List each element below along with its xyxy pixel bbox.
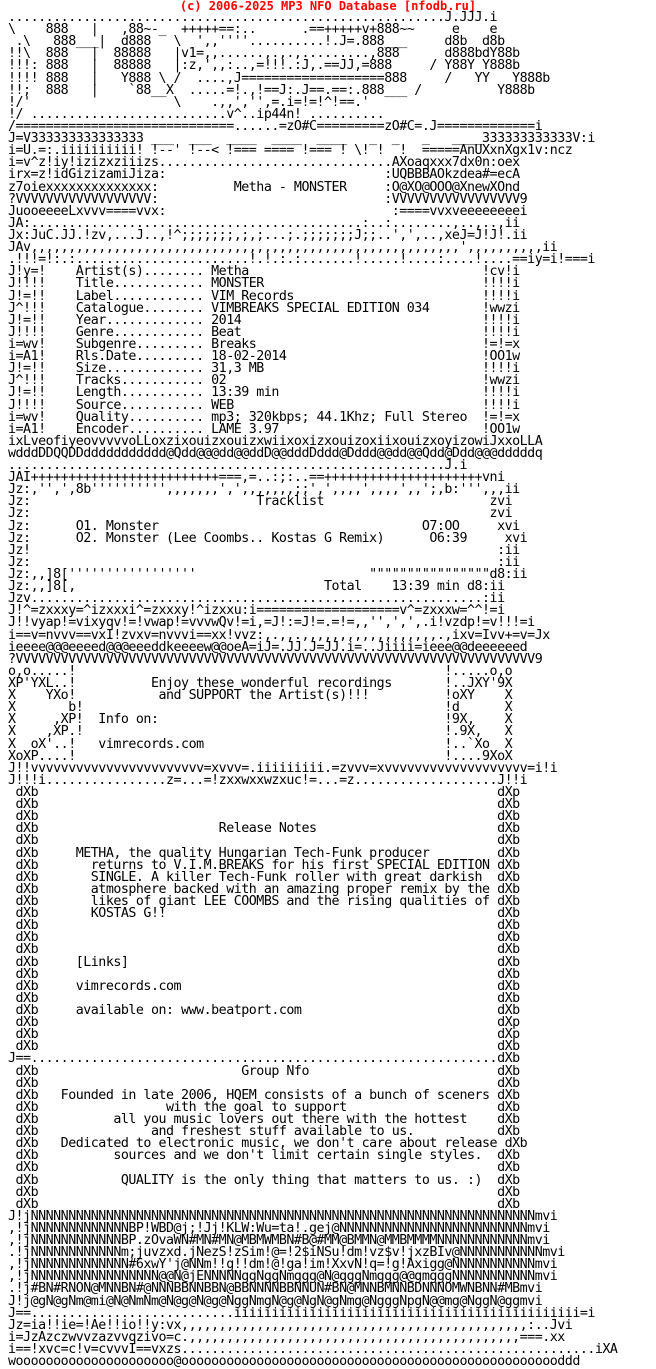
nfo-line: dXb dXb: [8, 930, 520, 946]
nfo-line: \ 888 | ,88~-_ +++++==:.. .==+++++v+888~~ e e: [8, 22, 498, 38]
nfo-line: dXb Dedicated to electronic music, we don't care about release dXb: [8, 1136, 528, 1152]
nfo-line: Jz:,'',',8b'''''''''',,,,,,,',',,,,,,,;;',',,,,',,,,',,';,b:''',,,ii: [8, 482, 520, 498]
nfo-line: ,!jNNNNNNNNNNNNNNNNN@@N@jENNNNNggNggNmggg@N@gggNmggg@@gmgggNNNNNNNNNNNmvi: [8, 1269, 558, 1285]
nfo-line: dXb dXb: [8, 942, 520, 958]
nfo-line: J!j@gN@gNm@mi@N@NmNm@N@g@N@g@NggNmgN@g@NgN@gNmg@NgggNpgN@@mg@NggN@ggmvi: [8, 1293, 543, 1309]
nfo-line: dXb QUALITY is the only thing that matters to us. :) dXb: [8, 1172, 520, 1188]
nfo-line: J!!!i................z=...=!zxxwxxwzxuc!=...=z...................J!!i: [8, 772, 528, 788]
nfo-line: J!y=! Artist(s)........ Metha !cv!i: [8, 264, 520, 280]
nfo-line: dXb atmosphere backed with an amazing proper remix by the dXb: [8, 881, 520, 897]
nfo-line: .!jNNNNNNNNNNNNm;juvzxd.jNezS!zSim!@=!2$iNSu!dm!vz$v!jxzBIv@NNNNNNNNNNNmvi: [8, 1245, 565, 1261]
nfo-line: Jz: zvi: [8, 506, 513, 522]
nfo-line: J!=!! Length........... 13:39 min !!!!i: [8, 385, 520, 401]
nfo-line: i=wv! Quality.......... mp3; 320kbps; 44.1Khz; Full Stereo !=!=x: [8, 409, 520, 425]
nfo-line: dXb dXb: [8, 809, 520, 825]
nfo-line: ..........................................................J.i: [8, 458, 467, 474]
nfo-line: X YXo! and SUPPORT the Artist(s)!!! !oXY X: [8, 688, 513, 704]
nfo-line: Jz: :ii: [8, 554, 520, 570]
nfo-line: Jz! :ii: [8, 542, 520, 558]
nfo-line: XP'YXL..! Enjoy these wonderful recordings !..JXY'9X: [8, 676, 513, 692]
nfo-line: wooooooooooooooooooooo@ooooooooooooooooooooooooooooooooooooooooooooooooooddd: [8, 1354, 580, 1369]
nfo-line: dXb dXb: [8, 1039, 520, 1055]
nfo-line: Jz: O2. Monster (Lee Coombs.. Kostas G Remix) O6:39 xvi: [8, 530, 528, 546]
nfo-line: Jz:,,]8[''''''''''''''''' """"""""""""""""d8:ii: [8, 567, 528, 583]
nfo-line: !!; 888 | `88__X .....=!.,!==J:.J==.==:.888___ / Y888b: [8, 82, 535, 98]
nfo-line: dXb available on: www.beatport.com dXb: [8, 1002, 520, 1018]
nfo-line: i=JzAzczwvvzazvvqzivo=c.,,,,,,,,,,,,,,,,,,,,,,,,,,,,,,,,,,,,,,,,,,,,===.xx: [8, 1329, 565, 1345]
nfo-line: dXb likes of giant LEE COOMBS and the rising qualities of dXb: [8, 893, 520, 909]
nfo-line: J!!!! Genre............ Beat !!!!i: [8, 324, 520, 340]
nfo-line: Jz=ia!!ie=!Ae!!io!!y:vx,,,,,,,,,,,,,,,,,,,,,,,,,,,,,,,,,,,,,,,,,,,,,,:..Jvi: [8, 1317, 573, 1333]
nfo-line: dXb dXb: [8, 797, 520, 813]
nfo-line: i=A1! Rls.Date......... 18-02-2014 !OO1w: [8, 349, 520, 365]
nfo-line: dXb dXb: [8, 1075, 520, 1091]
nfo-document: [8, 12, 617, 1368]
nfo-line: Jx:JuC.JJ.!zv,...J..,!^;;;;;;;,;,;...;.;;;;;;;J;;..',',..,xeJ=J!J!.ii: [8, 227, 528, 243]
nfo-line: dXb KOSTAS G!! dXb: [8, 906, 520, 922]
nfo-line: dXb [Links] dXb: [8, 954, 520, 970]
nfo-line: J!!vvvvvvvvvvvvvvvvvvvvvvv=xvvv=.iiiiiiiii.=zvvv=xvvvvvvvvvvvvvvvvvvv=i!i: [8, 760, 558, 776]
nfo-line: dXb dXb: [8, 833, 520, 849]
nfo-line: XoXP....! !....9XoX: [8, 748, 513, 764]
site-header: (c) 2006-2025 MP3 NFO Database [nfodb.ru]: [179, 0, 477, 13]
nfo-line: J^!!! Catalogue........ VIMBREAKS SPECIAL EDITION 034 !wwzi: [8, 300, 520, 316]
nfo-line: J!=!! Size............. 31,3 MB !!!!i: [8, 361, 520, 377]
nfo-line: i=A1! Encoder.......... LAME 3.97 !OO1w: [8, 421, 520, 437]
nfo-line: J!!vyap!=vixyqv!=!vwap!=vvvwQv!=i,=J!:=J!=.=!=,,'',',',.i!vzdp!=v!!!=i: [8, 615, 535, 631]
nfo-line: J!jNNNNNNNNNNNNNNNNNNNNNNNNNNNNNNNNNNNNNNNNNNNNNNNNNNNNNNNNNNNNNNNNNNNmvi: [8, 1208, 558, 1224]
nfo-line: dXb all you music lovers out there with the hottest dXb: [8, 1111, 520, 1127]
nfo-line: dXb with the goal to support dXb: [8, 1099, 520, 1115]
nfo-line: i=v^z!iy!izizxziiizs...............................AXoaqxxx7dx0n:oex: [8, 155, 520, 171]
nfo-line: dXb dXp: [8, 785, 520, 800]
nfo-line: dXb Release Notes dXb: [8, 821, 520, 837]
nfo-line: ,!jNNNNNNNNNNNNNBP!WBD@j;!Jj!KLW:Wu=ta!.gej@NNNNNNNNNNNNNNNNNNNNNNNNNmvi: [8, 1220, 550, 1236]
nfo-line: !/' \ .,,','',=.i=!=!^!==.': [8, 94, 370, 110]
nfo-line: dXb dXb: [8, 1196, 520, 1212]
nfo-line: .!j#BN#RNON@MNNBN#@NNNBBNNBBN@BBNNNNBBNNUN#BN@MNNBMNNBDNNNOMWNBNN#MBmvi: [8, 1281, 543, 1297]
nfo-line: J==..............................................................dXb: [8, 1051, 520, 1067]
nfo-line: wdddDDQQDDddddddddddd@Qdd@@@dd@@ddD@@dddDddd@Dddd@@dd@@Qdd@Ddd@@@dddddq: [8, 445, 543, 461]
nfo-line: dXb dXb: [8, 1160, 520, 1176]
nfo-line: dXb dXb: [8, 918, 520, 934]
nfo-line: JuooeeeeLxvvv====vvx: :====vvxveeeeeeeei: [8, 203, 528, 219]
nfo-line: X ,XP.! !.9X, X: [8, 724, 513, 740]
nfo-line: !!!: 888 | 88888 |:z,',,:..,=!!!.:J,.==JJ,=888 / Y88Y Y888b: [8, 58, 520, 74]
nfo-line: irx=z!idGizizamiJiza: :UQBBBAOkzdea#=ecA: [8, 167, 520, 183]
nfo-line: /=============================......=zO#C=========zO#C=.J=============i: [8, 118, 543, 134]
nfo-line: ..........................................................J.JJJ.i: [8, 10, 498, 25]
nfo-line: Jz: Tracklist zvi: [8, 494, 513, 510]
nfo-line: dXb dXb: [8, 966, 520, 982]
nfo-line: ?VVVVVVVVVVVVVVVVVV: :VVVVVVVVVVVVVVVVV9: [8, 191, 528, 207]
nfo-line: J==...........................iiiiiiiiiiiiiiiiiiiiiiiiiiiiiiiiiiiiiiiiiiiiii=i: [8, 1305, 595, 1321]
nfo-line: X b! !d X: [8, 700, 513, 716]
nfo-line: Jz: O1. Monster O7:OO xvi: [8, 518, 520, 534]
nfo-line: i==!xvc=c!v=cvvvI==vxzs.......................................................iXA: [8, 1342, 618, 1358]
nfo-line: J!!!! Source........... WEB !!!!i: [8, 397, 520, 413]
nfo-line: dXb SINGLE. A killer Tech-Funk roller with great darkish dXb: [8, 869, 520, 885]
nfo-line: !!\ 888 | 88888 |v1=,,......,.,.,.........,888 d888bdY88b: [8, 46, 520, 62]
nfo-line: dXb vimrecords.com dXb: [8, 978, 520, 994]
nfo-line: .!!!=!:.:.......................!.!.:.:.......!.....!....:....!....==iy=i!===i: [8, 252, 595, 268]
nfo-line: ,!jNNNNNNNNNNNNBP.zOvaWN#MN#MN@MBMWMBN#B@#MM@BMMN@MMBMMMMNNNNNNNNNNNNmvi: [8, 1233, 550, 1249]
nfo-line: J^!!! Tracks........... 02 !wwzi: [8, 373, 520, 389]
nfo-line: i==v=nvvv==vxI!zvxv=nvvvi==xx!vvz:,.,,.,,,,,,,,,,,,,,,,,,.,ixv=Ivv+=v=Jx: [8, 627, 550, 643]
nfo-line: ?VVVVVVVVVVVVVVVVVVVVVVVVVVVVVVVVVVVVVVVVVVVVVVVVVVVVVVVVVVVVVVVVVVVVV9: [8, 651, 543, 667]
nfo-line: Jzv............................................................:ii: [8, 591, 505, 607]
nfo-line: dXb METHA, the quality Hungarian Tech-Funk producer dXb: [8, 845, 520, 861]
nfo-line: z7oiexxxxxxxxxxxxxx: Metha - MONSTER :O@XO@OOO@XnewXOnd: [8, 179, 520, 195]
nfo-line: J!!!! Title............ MONSTER !!!!i: [8, 276, 520, 292]
nfo-line: X oX'..! vimrecords.com !..`Xo X: [8, 736, 513, 752]
nfo-line: ixLveofiyeovvvvvoLLoxzixouizxouizxwiixoxizxouizoxiixouizxoyizowiJxxoLLA: [8, 433, 543, 449]
nfo-line: dXb returns to V.I.M.BREAKS for his first SPECIAL EDITION dXb: [8, 857, 520, 873]
nfo-line: i=U.=:.iiiiiiiiii! !--' !--< !=== ==== !=== ! \! ! ! =====AnUXxnXgx1v:ncz: [8, 143, 573, 159]
nfo-line: J=V333333333333333 ___ ___ ____ ____ ____ _ _ _ ____333333333333V:i: [8, 131, 595, 147]
nfo-line: X ,XP! Info on: !9X, X: [8, 712, 513, 728]
nfo-line: J!=!! Label............ VIM Records !!!!i: [8, 288, 520, 304]
nfo-line: dXb sources and we don't limit certain single styles. dXb: [8, 1148, 520, 1164]
nfo-line: dXb dXp: [8, 1015, 520, 1031]
nfo-line: dXb Founded in late 2006, HQEM consists of a bunch of sceners dXb: [8, 1087, 520, 1103]
nfo-line: J!^=zxxxy=^izxxxi^=zxxxy!^izxxu:i===================v^=zxxxw=^^!=i: [8, 603, 505, 619]
nfo-line: dXb Group Nfo dXb: [8, 1063, 520, 1079]
nfo-line: dXb dXp: [8, 1027, 520, 1043]
nfo-line: dXb dXb: [8, 990, 520, 1006]
nfo-line: dXb dXb: [8, 1184, 520, 1200]
nfo-line: o,o.....! !.....o,o: [8, 663, 513, 679]
nfo-line: JAv,,,,,,,,,,,,,,,,,,,,,,,,,,,,,,,,,,,,,,,,,,,,,,,,,,,,,,,,,',,,,,,,,,,ii: [8, 240, 558, 256]
nfo-line: J!=!! Year............. 2014 !!!!i: [8, 312, 520, 328]
nfo-line: !/ ..........................v^..ip44n! ..........: [8, 106, 385, 122]
nfo-line: JA:............................................:..:........,..,..,ii: [8, 215, 520, 231]
nfo-line: ,!jNNNNNNNNNNNNN#6xwY'j@NNm!!g!!dm!@!ga!im!XxvN!q=!g!Axigg@NNNNNNNNNNNmvi: [8, 1257, 558, 1273]
nfo-line: ieeee@@@eeeed@@@eeeddkeeeew@@oeA=iJ=.JJ.J=JJ.i=..Jiiii=ieee@@deeeeeed: [8, 639, 528, 655]
nfo-line: .\ 888___| d888 \ ',,''''..........!.J=.888___ d8b d8b: [8, 34, 505, 50]
nfo-line: JAI+++++++++++++++++++++++++===,=..:;:..==+++++++++++++++++++++vni: [8, 470, 505, 486]
nfo-line: !!!! 888 | Y888 \ / ....,J===================888 / YY Y888b: [8, 70, 550, 86]
nfo-line: Jz:,,]8[, Total 13:39 min d8:ii: [8, 579, 505, 595]
nfo-line: i=wv! Subgenre......... Breaks !=!=x: [8, 336, 520, 352]
nfo-line: dXb and freshest stuff available to us. dXb: [8, 1124, 520, 1140]
